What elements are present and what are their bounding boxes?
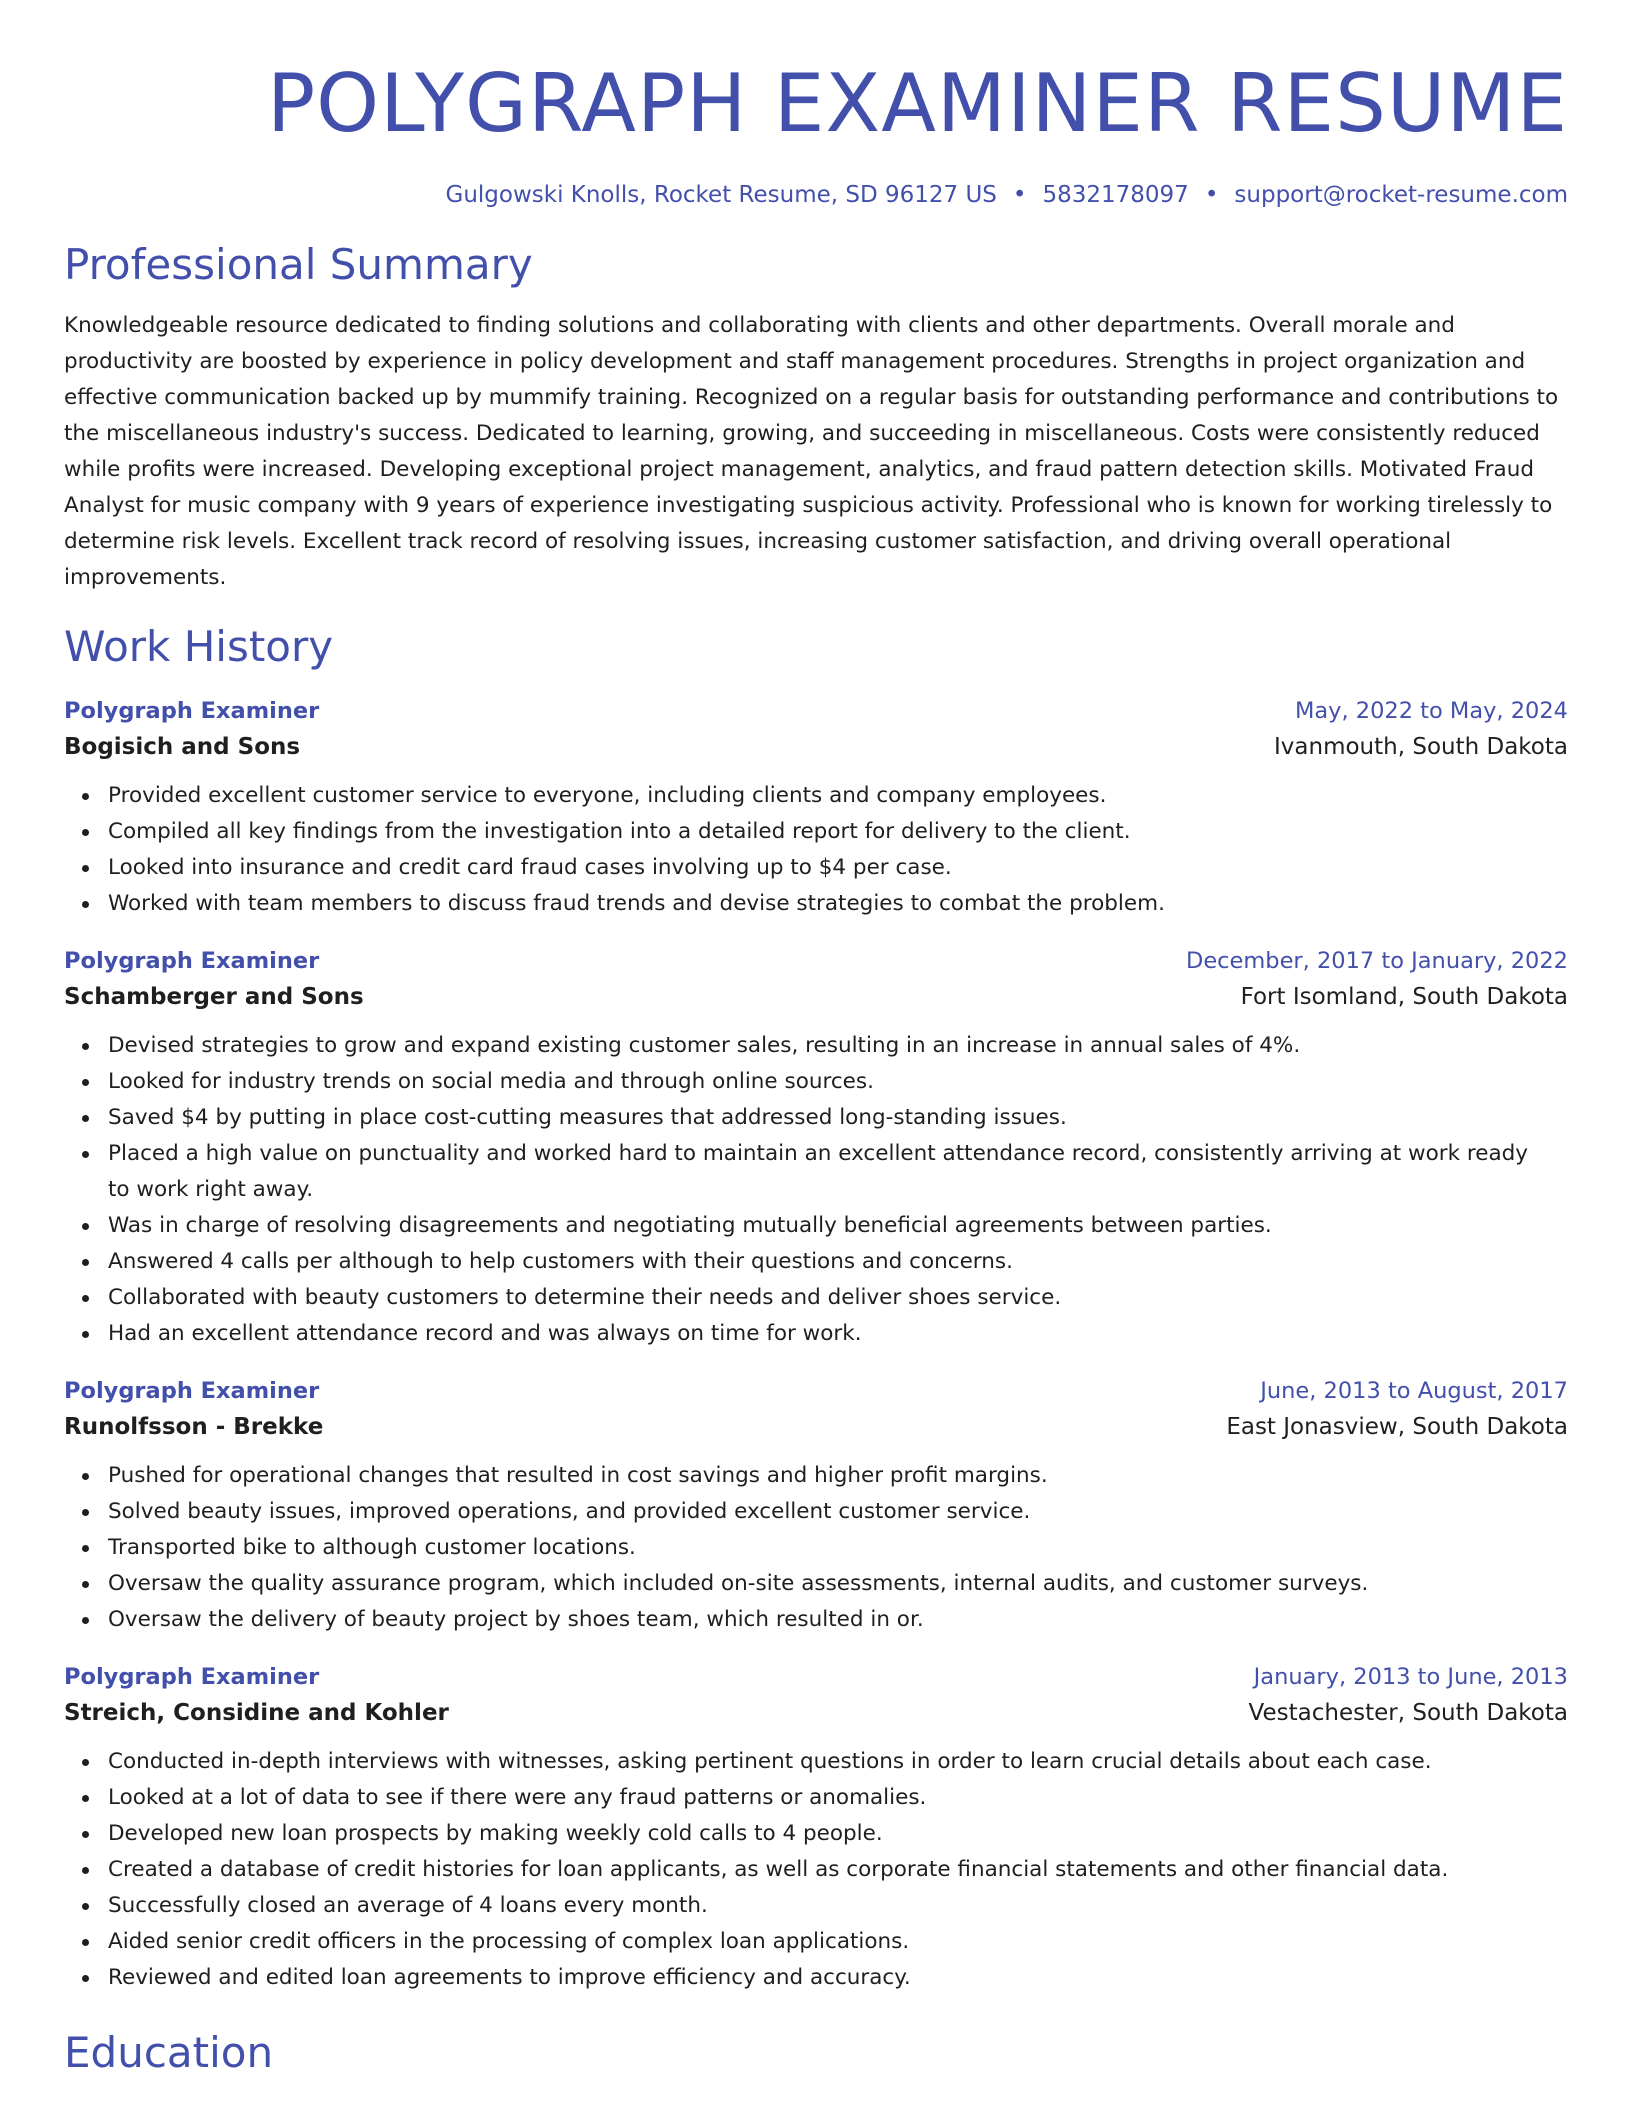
job-bullet-list: [64, 1028, 1568, 1352]
job-bullet-list: [64, 1744, 1568, 1996]
contact-address: Gulgowski Knolls, Rocket Resume, SD 96127 US: [445, 182, 997, 208]
job-header-row: [64, 944, 1568, 978]
job-header-row: [64, 694, 1568, 728]
job-dates: May, 2022 to May, 2024: [1294, 698, 1568, 724]
job-bullet: Oversaw the delivery of beauty project by shoes team, which resulted in or.: [108, 1602, 1568, 1638]
job-header-row: [64, 1660, 1568, 1694]
contact-phone: 5832178097: [1042, 182, 1189, 208]
work-history-heading: Work History: [64, 622, 334, 671]
job-company-row: [64, 978, 1568, 1016]
job-bullet: Looked into insurance and credit card fraud cases involving up to $4 per case.: [108, 850, 1568, 886]
job-company: Runolfsson - Brekke: [64, 1414, 324, 1440]
separator-dot: •: [1012, 182, 1027, 208]
contact-line: [64, 180, 1568, 210]
job-bullet: Aided senior credit officers in the processing of complex loan applications.: [108, 1924, 1568, 1960]
job-bullet: Oversaw the quality assurance program, which included on-site assessments, internal audits, and customer surveys.: [108, 1566, 1568, 1602]
job-bullet: Developed new loan prospects by making weekly cold calls to 4 people.: [108, 1816, 1568, 1852]
job-bullet: Looked for industry trends on social media and through online sources.: [108, 1064, 1568, 1100]
job-bullet-list: [64, 778, 1568, 922]
job-bullet: Saved $4 by putting in place cost-cutting measures that addressed long-standing issues.: [108, 1100, 1568, 1136]
job-location: Fort Isomland, South Dakota: [1240, 984, 1568, 1010]
job-bullet: Conducted in-depth interviews with witnesses, asking pertinent questions in order to learn crucial details about each case.: [108, 1744, 1568, 1780]
job-company: Bogisich and Sons: [64, 734, 301, 760]
education-heading: Education: [64, 2028, 274, 2077]
job-location: Vestachester, South Dakota: [1248, 1700, 1568, 1726]
job-bullet: Pushed for operational changes that resulted in cost savings and higher profit margins.: [108, 1458, 1568, 1494]
summary-text: Knowledgeable resource dedicated to finding solutions and collaborating with clients and other departments. Overall morale and productivity are boosted by experience in policy development and staff management procedures. Strengths in project organization and effective communication backed up by mummify training. Recognized on a regular basis for outstanding performance and contributions to the miscellaneous industry's success. Dedicated to learning, growing, and succeeding in miscellaneous. Costs were consistently reduced while profits were increased. Developing exceptional project management, analytics, and fraud pattern detection skills. Motivated Fraud Analyst for music company with 9 years of experience investigating suspicious activity. Professional who is known for working tirelessly to determine risk levels. Excellent track record of resolving issues, increasing customer satisfaction, and driving overall operational improvements.: [64, 313, 1559, 590]
job-dates: December, 2017 to January, 2022: [1186, 948, 1568, 974]
resume-title: POLYGRAPH EXAMINER RESUME: [266, 57, 1568, 150]
job-bullet: Looked at a lot of data to see if there were any fraud patterns or anomalies.: [108, 1780, 1568, 1816]
work-history-list: [64, 694, 1568, 1996]
job-entry: [64, 1660, 1568, 1996]
job-bullet: Answered 4 calls per although to help customers with their questions and concerns.: [108, 1244, 1568, 1280]
job-bullet: Created a database of credit histories for loan applicants, as well as corporate financial statements and other financial data.: [108, 1852, 1568, 1888]
resume-page: [64, 0, 1568, 2112]
job-bullet: Worked with team members to discuss fraud trends and devise strategies to combat the problem.: [108, 886, 1568, 922]
job-bullet-list: [64, 1458, 1568, 1638]
job-company: Schamberger and Sons: [64, 984, 364, 1010]
job-entry: [64, 694, 1568, 922]
job-header-row: [64, 1374, 1568, 1408]
job-dates: January, 2013 to June, 2013: [1253, 1664, 1568, 1690]
job-bullet: Successfully closed an average of 4 loans every month.: [108, 1888, 1568, 1924]
job-title: Polygraph Examiner: [64, 1664, 320, 1690]
summary-heading: Professional Summary: [64, 240, 533, 289]
job-bullet: Provided excellent customer service to everyone, including clients and company employees.: [108, 778, 1568, 814]
job-company-row: [64, 728, 1568, 766]
job-entry: [64, 1374, 1568, 1638]
job-location: East Jonasview, South Dakota: [1226, 1414, 1568, 1440]
job-title: Polygraph Examiner: [64, 948, 320, 974]
job-bullet: Devised strategies to grow and expand existing customer sales, resulting in an increase in annual sales of 4%.: [108, 1028, 1568, 1064]
job-bullet: Was in charge of resolving disagreements and negotiating mutually beneficial agreements between parties.: [108, 1208, 1568, 1244]
job-bullet: Collaborated with beauty customers to determine their needs and deliver shoes service.: [108, 1280, 1568, 1316]
job-bullet: Transported bike to although customer locations.: [108, 1530, 1568, 1566]
job-entry: [64, 944, 1568, 1352]
job-company-row: [64, 1408, 1568, 1446]
job-company: Streich, Considine and Kohler: [64, 1700, 449, 1726]
job-bullet: Placed a high value on punctuality and worked hard to maintain an excellent attendance record, consistently arriving at work ready to work right away.: [108, 1136, 1568, 1208]
job-dates: June, 2013 to August, 2017: [1260, 1378, 1568, 1404]
job-title: Polygraph Examiner: [64, 698, 320, 724]
contact-email[interactable]: support@rocket-resume.com: [1234, 182, 1568, 208]
job-bullet: Solved beauty issues, improved operations, and provided excellent customer service.: [108, 1494, 1568, 1530]
job-location: Ivanmouth, South Dakota: [1274, 734, 1568, 760]
separator-dot: •: [1204, 182, 1219, 208]
job-company-row: [64, 1694, 1568, 1732]
job-bullet: Compiled all key findings from the investigation into a detailed report for delivery to the client.: [108, 814, 1568, 850]
job-bullet: Reviewed and edited loan agreements to improve efficiency and accuracy.: [108, 1960, 1568, 1996]
job-title: Polygraph Examiner: [64, 1378, 320, 1404]
job-bullet: Had an excellent attendance record and was always on time for work.: [108, 1316, 1568, 1352]
